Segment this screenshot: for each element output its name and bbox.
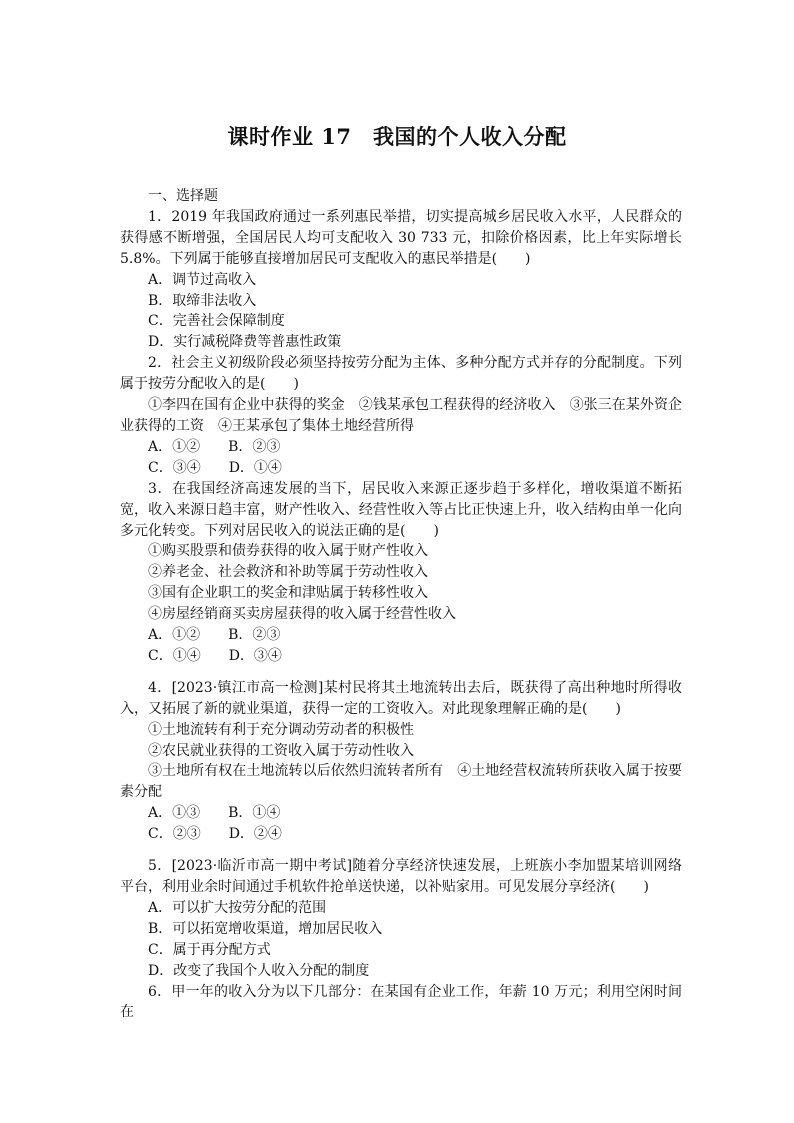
q3-choices-row-2: C．①④ D．③④ <box>148 647 282 664</box>
q5-option-c: C．属于再分配方式 <box>148 941 271 958</box>
q2-stem: 2．社会主义初级阶段必须坚持按劳分配为主体、多种分配方式并存的分配制度。下列属于按劳分配收入的是( ) <box>120 355 682 393</box>
q3-item-4: ④房屋经销商买卖房屋获得的收入属于经营性收入 <box>148 606 456 623</box>
q4-stem: 4．[2023·镇江市高一检测]某村民将其土地流转出去后，既获得了高出种地时所得收入，又拓展了新的就业渠道，获得一定的工资收入。对此现象理解正确的是( ) <box>120 679 682 717</box>
q1-option-c: C．完善社会保障制度 <box>148 313 285 330</box>
q3-stem: 3．在我国经济高速发展的当下，居民收入来源正逐步趋于多样化，增收渠道不断拓宽，收入来源日趋丰富，财产性收入、经营性收入等占比正快速上升，收入结构由单一化向多元化转变。下列对居民收入的说法正确的是( ) <box>120 480 682 539</box>
question-list <box>120 186 682 1023</box>
q3-item-3: ③国有企业职工的奖金和津贴属于转移性收入 <box>148 585 428 602</box>
q1-option-d: D．实行减税降费等普惠性政策 <box>148 334 342 351</box>
q4-items-long: ③土地所有权在土地流转以后依然归流转者所有 ④土地经营权流转所获收入属于按要素分配 <box>120 763 682 801</box>
q2-items: ①李四在国有企业中获得的奖金 ②钱某承包工程获得的经济收入 ③张三在某外资企业获得的工资 ④王某承包了集体土地经营所得 <box>120 397 682 434</box>
q3-choices-row-1: A．①② B．②③ <box>148 627 281 644</box>
q4-item-2: ②农民就业获得的工资收入属于劳动性收入 <box>148 742 414 759</box>
page-title: 课时作业 17 我国的个人收入分配 <box>227 124 567 149</box>
q4-choices-row-2: C．②③ D．②④ <box>148 826 282 843</box>
q1-option-a: A．调节过高收入 <box>148 271 257 288</box>
q3-item-1: ①购买股票和债券获得的收入属于财产性收入 <box>148 543 428 560</box>
q5-option-a: A．可以扩大按劳分配的范围 <box>148 899 327 916</box>
q2-choices-row-2: C．③④ D．①④ <box>148 459 282 476</box>
q6-stem: 6．甲一年的收入分为以下几部分：在某国有企业工作，年薪 10 万元；利用空闲时间在 <box>120 983 682 1021</box>
q3-item-2: ②养老金、社会救济和补助等属于劳动性收入 <box>148 564 428 581</box>
q5-stem: 5．[2023·临沂市高一期中考试]随着分享经济快速发展，上班族小李加盟某培训网络平台，利用业余时间通过手机软件抢单送快递，以补贴家用。可见发展分享经济( ) <box>120 858 682 895</box>
q4-choices-row-1: A．①③ B．①④ <box>148 805 281 822</box>
q5-option-d: D．改变了我国个人收入分配的制度 <box>148 962 370 979</box>
q1-option-b: B．取缔非法收入 <box>148 292 257 309</box>
q1-stem: 1．2019 年我国政府通过一系列惠民举措，切实提高城乡居民收入水平，人民群众的获得感不断增强，全国居民人均可支配收入 30 733 元，扣除价格因素，比上年实际增长 5.8%。下列属于能够直接增加居民可支配收入的惠民举措是( ) <box>120 208 682 267</box>
section-heading: 一、选择题 <box>148 188 218 204</box>
q2-choices-row-1: A．①② B．②③ <box>148 438 281 455</box>
q4-item-1: ①土地流转有利于充分调动劳动者的积极性 <box>148 721 414 738</box>
q5-option-b: B．可以拓宽增收渠道，增加居民收入 <box>148 920 383 937</box>
